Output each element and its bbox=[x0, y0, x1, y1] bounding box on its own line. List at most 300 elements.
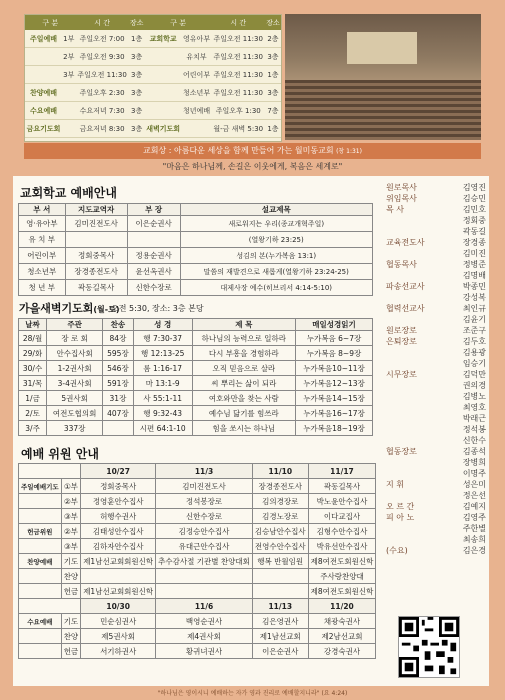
dawn-head: 제 목 bbox=[192, 319, 295, 331]
sched-category: 주일예배 bbox=[25, 30, 62, 48]
dawn-cell: 여전도협의회 bbox=[47, 406, 103, 421]
staff-names: 김예지 bbox=[462, 502, 486, 511]
dawn-head: 날짜 bbox=[19, 319, 47, 331]
duty-date-row bbox=[19, 464, 376, 479]
staff-row bbox=[386, 336, 486, 369]
staff-row bbox=[386, 237, 486, 259]
duty-cell: 정회중목사 bbox=[81, 479, 156, 494]
sched-category bbox=[145, 102, 182, 120]
edu-cell bbox=[65, 232, 127, 248]
duty-cell: 제4권사회 bbox=[156, 629, 253, 644]
duty-cell: 박노윤안수집사 bbox=[308, 494, 376, 509]
sched-place: 3층 bbox=[265, 48, 281, 66]
duty-cell: ②부 bbox=[61, 494, 81, 509]
motto-text: 교회상 : 아름다운 세상을 함께 만들어 가는 월미동교회 bbox=[143, 146, 334, 155]
duty-cell bbox=[19, 509, 62, 524]
staff-role: 은퇴장로 bbox=[386, 337, 417, 346]
dawn-cell: 누가복음12~13장 bbox=[296, 376, 373, 391]
staff-names: 박종민 강성복 bbox=[462, 282, 486, 302]
dawn-cell: 씨 뿌리는 삶이 되라 bbox=[192, 376, 295, 391]
schedule-row bbox=[25, 102, 281, 120]
duty-cell: 제8여전도회원신학 bbox=[308, 584, 376, 599]
dawn-title-tag: (월-토) bbox=[93, 305, 120, 314]
duty-date-blank bbox=[19, 599, 81, 614]
staff-role: 지 휘 bbox=[386, 480, 404, 489]
sched-place: 7층 bbox=[265, 102, 281, 120]
duty-cell: 신한수장로 bbox=[156, 509, 253, 524]
edu-title: 교회학교 예배안내 bbox=[20, 186, 117, 200]
sched-time: 주일오전 7:00 bbox=[76, 30, 129, 48]
dawn-title bbox=[19, 300, 119, 316]
duty-cell: 찬양예배 bbox=[19, 554, 62, 569]
duty-row bbox=[19, 644, 376, 659]
duty-date-row bbox=[19, 599, 376, 614]
staff-row bbox=[386, 369, 486, 446]
motto-ref: (창 1:31) bbox=[336, 148, 362, 155]
dawn-cell: 누가복음10~11장 bbox=[296, 361, 373, 376]
schedule-row bbox=[25, 120, 281, 138]
sched-dept: 청년예배 bbox=[182, 102, 212, 120]
duty-cell: ①부 bbox=[61, 479, 81, 494]
duty-cell bbox=[252, 569, 308, 584]
duty-date: 11/6 bbox=[156, 599, 253, 614]
duty-cell: 헌금위원 bbox=[19, 524, 62, 539]
sched-dept bbox=[182, 120, 212, 138]
edu-cell bbox=[127, 232, 180, 248]
duty-row bbox=[19, 629, 376, 644]
duty-cell: 전영수안수집사 bbox=[252, 539, 308, 554]
duty-cell bbox=[19, 629, 62, 644]
duty-row bbox=[19, 494, 376, 509]
duty-date-blank bbox=[19, 464, 81, 479]
dawn-cell: 2/토 bbox=[19, 406, 47, 421]
sanctuary-photo bbox=[285, 14, 481, 140]
sched-category bbox=[145, 48, 182, 66]
dawn-cell: 5권사회 bbox=[47, 391, 103, 406]
dawn-head: 주관 bbox=[47, 319, 103, 331]
sched-time: 주일오전 9:30 bbox=[76, 48, 129, 66]
dawn-cell: 546장 bbox=[103, 361, 134, 376]
staff-row bbox=[386, 182, 486, 193]
duty-cell: 제8여전도회원신학 bbox=[308, 554, 376, 569]
staff-role: (수요) bbox=[386, 546, 408, 555]
church-motto bbox=[24, 143, 481, 159]
edu-cell: 청소년부 bbox=[19, 264, 66, 280]
duty-date: 10/27 bbox=[81, 464, 156, 479]
worship-schedule bbox=[24, 14, 282, 142]
main-panel bbox=[13, 176, 489, 686]
duty-cell: 제1남선교회 bbox=[252, 629, 308, 644]
edu-cell: 윤선옥권사 bbox=[127, 264, 180, 280]
duty-cell bbox=[252, 584, 308, 599]
duty-cell bbox=[19, 539, 62, 554]
dawn-cell: 3/주 bbox=[19, 421, 47, 436]
duty-row bbox=[19, 584, 376, 599]
sched-head: 구 분 bbox=[145, 15, 212, 30]
sched-dept: 영유아부 bbox=[182, 30, 212, 48]
staff-list bbox=[386, 182, 486, 556]
duty-cell: 제1남선교회회원신학 bbox=[81, 584, 156, 599]
duty-cell: 김은영권사 bbox=[252, 614, 308, 629]
staff-role: 원로장로 bbox=[386, 326, 417, 335]
duty-cell: 황귀녀권사 bbox=[156, 644, 253, 659]
duty-date: 11/20 bbox=[308, 599, 376, 614]
duty-row bbox=[19, 569, 376, 584]
sched-time: 주일오전 11:30 bbox=[76, 66, 129, 84]
duty-cell bbox=[156, 569, 253, 584]
dawn-cell: 시편 64:1-10 bbox=[133, 421, 192, 436]
sched-place: 3층 bbox=[129, 48, 145, 66]
staff-role: 위임목사 bbox=[386, 194, 417, 203]
sched-time: 주일오전 11:30 bbox=[212, 48, 265, 66]
duty-date: 11/13 bbox=[252, 599, 308, 614]
dawn-cell: 84장 bbox=[103, 331, 134, 346]
duty-cell: 이다교집사 bbox=[308, 509, 376, 524]
sched-part bbox=[62, 120, 76, 138]
dawn-row bbox=[19, 346, 373, 361]
staff-row bbox=[386, 512, 486, 545]
dawn-cell: 하나님의 능력으로 일하라 bbox=[192, 331, 295, 346]
sched-time: 주일오전 11:30 bbox=[212, 66, 265, 84]
sched-time: 주일오전 11:30 bbox=[212, 84, 265, 102]
dawn-cell: 31/목 bbox=[19, 376, 47, 391]
staff-role: 협력선교사 bbox=[386, 304, 425, 313]
duty-date: 10/30 bbox=[81, 599, 156, 614]
sched-time: 주일오후 2:30 bbox=[76, 84, 129, 102]
duty-cell: 추수감사절 기관별 찬양대회 bbox=[156, 554, 253, 569]
duty-cell: 제2남선교회 bbox=[308, 629, 376, 644]
duty-cell bbox=[81, 569, 156, 584]
duty-row bbox=[19, 539, 376, 554]
edu-cell: 유 치 부 bbox=[19, 232, 66, 248]
edu-cell: 말씀의 재발견으로 새롭게(열왕기하 23:24-25) bbox=[180, 264, 372, 280]
dawn-table bbox=[18, 318, 373, 436]
dawn-cell: 28/월 bbox=[19, 331, 47, 346]
sched-place: 3층 bbox=[129, 84, 145, 102]
qr-code-icon bbox=[399, 617, 459, 677]
duty-cell: 김하자안수집사 bbox=[81, 539, 156, 554]
duty-cell: 서기하권사 bbox=[81, 644, 156, 659]
duty-cell: 김경노장로 bbox=[252, 509, 308, 524]
sched-place: 3층 bbox=[265, 84, 281, 102]
duty-cell: 찬양 bbox=[61, 629, 81, 644]
dawn-cell: 30/수 bbox=[19, 361, 47, 376]
dawn-cell bbox=[103, 421, 134, 436]
staff-row bbox=[386, 545, 486, 556]
footer-verse: "하나님은 영이시니 예배하는 자가 영과 진리로 예배할지니라" (요 4:24) bbox=[157, 690, 348, 697]
dawn-cell: 누가복음 6~7장 bbox=[296, 331, 373, 346]
dawn-cell: 사 55:1-11 bbox=[133, 391, 192, 406]
staff-role: 시무장로 bbox=[386, 370, 417, 379]
edu-cell: 정용순권사 bbox=[127, 248, 180, 264]
duty-cell: 김승남안수집사 bbox=[252, 524, 308, 539]
staff-role: 교육전도사 bbox=[386, 238, 425, 247]
duty-cell: 유대근안수집사 bbox=[156, 539, 253, 554]
dawn-cell: 591장 bbox=[103, 376, 134, 391]
sched-category bbox=[145, 84, 182, 102]
staff-row bbox=[386, 281, 486, 303]
duty-title: 예배 위원 안내 bbox=[21, 447, 99, 461]
sched-category: 새벽기도회 bbox=[145, 120, 182, 138]
dawn-cell: 다시 부흥을 경험하라 bbox=[192, 346, 295, 361]
dawn-cell: 3-4권사회 bbox=[47, 376, 103, 391]
duty-cell: 기도 bbox=[61, 614, 81, 629]
sched-place: 3층 bbox=[129, 66, 145, 84]
duty-row bbox=[19, 524, 376, 539]
duty-row bbox=[19, 479, 376, 494]
duty-cell: 곽동길목사 bbox=[308, 479, 376, 494]
duty-cell: 백영순권사 bbox=[156, 614, 253, 629]
sched-category: 수요예배 bbox=[25, 102, 62, 120]
duty-cell: 제5권사회 bbox=[81, 629, 156, 644]
duty-cell: 이은순권사 bbox=[252, 644, 308, 659]
edu-cell: 청 년 부 bbox=[19, 280, 66, 296]
schedule-row bbox=[25, 48, 281, 66]
duty-cell: ③부 bbox=[61, 509, 81, 524]
sched-head: 구 분 bbox=[25, 15, 76, 30]
duty-cell: 헌금 bbox=[61, 644, 81, 659]
dawn-row bbox=[19, 391, 373, 406]
schedule-row bbox=[25, 30, 281, 48]
staff-role: 오 르 간 bbox=[386, 502, 415, 511]
church-vision: "마음은 하나님께, 손길은 이웃에게, 복음은 세계로" bbox=[162, 162, 343, 171]
edu-cell: 대제사장 예수(히브리서 4:14-5:10) bbox=[180, 280, 372, 296]
edu-cell: 어린이부 bbox=[19, 248, 66, 264]
dawn-cell: 337장 bbox=[47, 421, 103, 436]
staff-names: 김은경 bbox=[462, 546, 486, 555]
duty-cell: 김형수안수집사 bbox=[308, 524, 376, 539]
duty-cell bbox=[19, 644, 62, 659]
edu-head: 부 서 bbox=[19, 204, 66, 216]
qr-code[interactable] bbox=[398, 616, 460, 678]
sched-place: 3층 bbox=[129, 102, 145, 120]
duty-cell: 주일예배기도 bbox=[19, 479, 62, 494]
staff-names: 최인규 김윤기 bbox=[462, 304, 486, 324]
duty-cell bbox=[19, 494, 62, 509]
dawn-cell: 행 9:32-43 bbox=[133, 406, 192, 421]
sched-place: 3층 bbox=[129, 120, 145, 138]
duty-cell: 박유선안수집사 bbox=[308, 539, 376, 554]
sched-part bbox=[62, 84, 76, 102]
dawn-row bbox=[19, 376, 373, 391]
dawn-head: 성 경 bbox=[133, 319, 192, 331]
staff-row bbox=[386, 446, 486, 479]
staff-names: 김종석 장병희 이명주 bbox=[462, 447, 486, 478]
sched-time: 수요저녁 7:30 bbox=[76, 102, 129, 120]
duty-cell: 김태성안수집사 bbox=[81, 524, 156, 539]
dawn-cell: 롬 1:16-17 bbox=[133, 361, 192, 376]
edu-row bbox=[19, 232, 373, 248]
duty-cell: 기도 bbox=[61, 554, 81, 569]
dawn-cell: 힘을 쏘시는 하나님 bbox=[192, 421, 295, 436]
staff-names: 김승민 bbox=[462, 194, 486, 203]
staff-role: 협동장로 bbox=[386, 447, 417, 456]
dawn-cell: 안수집사회 bbox=[47, 346, 103, 361]
edu-row bbox=[19, 264, 373, 280]
dawn-cell: 오직 믿음으로 살라 bbox=[192, 361, 295, 376]
dawn-cell: 1/금 bbox=[19, 391, 47, 406]
sched-part: 2부 bbox=[62, 48, 76, 66]
sched-dept: 청소년부 bbox=[182, 84, 212, 102]
edu-head: 설교제목 bbox=[180, 204, 372, 216]
duty-cell: 제1남선교회회원신학 bbox=[81, 554, 156, 569]
sched-dept: 유치부 bbox=[182, 48, 212, 66]
duty-row bbox=[19, 509, 376, 524]
edu-row bbox=[19, 248, 373, 264]
sched-category bbox=[25, 48, 62, 66]
edu-cell: 곽동길목사 bbox=[65, 280, 127, 296]
duty-cell: 수요예배 bbox=[19, 614, 62, 629]
dawn-cell: 1-2권사회 bbox=[47, 361, 103, 376]
sched-time: 금요저녁 8:30 bbox=[76, 120, 129, 138]
duty-cell: 주사랑찬양대 bbox=[308, 569, 376, 584]
duty-cell: 민순심권사 bbox=[81, 614, 156, 629]
dawn-row bbox=[19, 406, 373, 421]
staff-row bbox=[386, 193, 486, 204]
staff-names: 김영주 주한별 최송희 bbox=[462, 513, 486, 544]
duty-cell bbox=[156, 584, 253, 599]
schedule-row bbox=[25, 84, 281, 102]
dawn-row bbox=[19, 331, 373, 346]
duty-row bbox=[19, 614, 376, 629]
stage-screen bbox=[347, 32, 417, 64]
duty-cell: 헌금 bbox=[61, 584, 81, 599]
dawn-cell: 누가복음 8~9장 bbox=[296, 346, 373, 361]
sched-category bbox=[25, 66, 62, 84]
edu-cell: 정회중목사 bbox=[65, 248, 127, 264]
sched-category: 교회학교 bbox=[145, 30, 182, 48]
sched-place: 1층 bbox=[265, 66, 281, 84]
sched-part: 3부 bbox=[62, 66, 76, 84]
duty-date: 11/17 bbox=[308, 464, 376, 479]
dawn-cell: 29/화 bbox=[19, 346, 47, 361]
dawn-row bbox=[19, 421, 373, 436]
dawn-cell: 행 12:13-25 bbox=[133, 346, 192, 361]
staff-names: 장경종 김미진 bbox=[462, 238, 486, 258]
dawn-title-text: 가을새벽기도회 bbox=[19, 302, 94, 315]
duty-cell: 강경숙권사 bbox=[308, 644, 376, 659]
dawn-cell: 누가복음14~15장 bbox=[296, 391, 373, 406]
edu-row bbox=[19, 216, 373, 232]
staff-names: 김덕만 권의경 김병노 최영호 박래근 정석봉 신한수 bbox=[462, 370, 486, 445]
dawn-cell: 407장 bbox=[103, 406, 134, 421]
edu-cell: (열왕기하 23:25) bbox=[180, 232, 372, 248]
staff-names: 성은미 정은선 bbox=[462, 480, 486, 500]
dawn-cell: 595장 bbox=[103, 346, 134, 361]
duty-table bbox=[18, 463, 376, 659]
duty-row bbox=[19, 554, 376, 569]
duty-cell: 김미진전도사 bbox=[156, 479, 253, 494]
staff-row bbox=[386, 501, 486, 512]
dawn-cell: 누가복음16~17장 bbox=[296, 406, 373, 421]
staff-role: 원로목사 bbox=[386, 183, 417, 192]
edu-cell: 영·유아부 bbox=[19, 216, 66, 232]
dawn-cell: 행 7:30-37 bbox=[133, 331, 192, 346]
edu-table bbox=[18, 203, 373, 296]
edu-row bbox=[19, 280, 373, 296]
dawn-cell: 31장 bbox=[103, 391, 134, 406]
duty-cell: ③부 bbox=[61, 539, 81, 554]
duty-cell: 장경종전도사 bbox=[252, 479, 308, 494]
staff-names: 김민호 정회중 곽동길 bbox=[462, 205, 486, 236]
staff-names: 김영진 bbox=[462, 183, 486, 192]
sched-head: 장소 bbox=[265, 15, 281, 30]
duty-cell: 허행수권사 bbox=[81, 509, 156, 524]
duty-date: 11/10 bbox=[252, 464, 308, 479]
dawn-cell: 예수님 닮기를 힘쓰라 bbox=[192, 406, 295, 421]
sched-place: 1층 bbox=[265, 120, 281, 138]
sched-head: 시 간 bbox=[212, 15, 265, 30]
duty-cell bbox=[19, 584, 62, 599]
edu-cell: 이은순권사 bbox=[127, 216, 180, 232]
staff-role: 파송선교사 bbox=[386, 282, 425, 291]
duty-cell: 정영훈안수집사 bbox=[81, 494, 156, 509]
sched-place: 2층 bbox=[265, 30, 281, 48]
sched-dept: 어린이부 bbox=[182, 66, 212, 84]
staff-role: 피 아 노 bbox=[386, 513, 415, 522]
edu-cell: 성김의 본(누가복음 13:1) bbox=[180, 248, 372, 264]
duty-cell: ②부 bbox=[61, 524, 81, 539]
dawn-cell: 장 로 회 bbox=[47, 331, 103, 346]
dawn-head: 찬송 bbox=[103, 319, 134, 331]
sched-category: 금요기도회 bbox=[25, 120, 62, 138]
staff-row bbox=[386, 303, 486, 325]
sched-part: 1부 bbox=[62, 30, 76, 48]
sched-time: 주일오후 1:30 bbox=[212, 102, 265, 120]
dawn-head: 매일성경읽기 bbox=[296, 319, 373, 331]
staff-names: 조준구 bbox=[462, 326, 486, 335]
dawn-cell: 여호와만을 찾는 사람 bbox=[192, 391, 295, 406]
duty-cell: 찬양 bbox=[61, 569, 81, 584]
sched-head: 시 간 bbox=[76, 15, 129, 30]
staff-role: 목 사 bbox=[386, 205, 404, 214]
sched-time: 주일오전 11:30 bbox=[212, 30, 265, 48]
sched-time: 월-금 새벽 5:30 bbox=[212, 120, 265, 138]
edu-head: 지도교역자 bbox=[65, 204, 127, 216]
sched-category bbox=[145, 66, 182, 84]
staff-row bbox=[386, 259, 486, 281]
duty-cell: 정석봉장로 bbox=[156, 494, 253, 509]
staff-row bbox=[386, 325, 486, 336]
duty-date: 11/3 bbox=[156, 464, 253, 479]
duty-cell bbox=[19, 569, 62, 584]
staff-role: 협동목사 bbox=[386, 260, 417, 269]
sched-place: 1층 bbox=[129, 30, 145, 48]
duty-cell: 채광숙권사 bbox=[308, 614, 376, 629]
staff-names: 정병준 김명배 bbox=[462, 260, 486, 280]
staff-row bbox=[386, 204, 486, 237]
edu-cell: 장경종전도사 bbox=[65, 264, 127, 280]
dawn-cell: 마 13:1-9 bbox=[133, 376, 192, 391]
dawn-row bbox=[19, 361, 373, 376]
duty-cell: 김의경장로 bbox=[252, 494, 308, 509]
sched-part bbox=[62, 102, 76, 120]
staff-row bbox=[386, 479, 486, 501]
duty-cell: 행복 반월임원 bbox=[252, 554, 308, 569]
staff-names: 김두호 김용광 임승기 bbox=[462, 337, 486, 368]
edu-head: 부 장 bbox=[127, 204, 180, 216]
schedule-row bbox=[25, 66, 281, 84]
dawn-cell: 누가복음18~19장 bbox=[296, 421, 373, 436]
sched-head: 장소 bbox=[129, 15, 145, 30]
edu-cell: 신한수장로 bbox=[127, 280, 180, 296]
duty-cell: 김정승안수집사 bbox=[156, 524, 253, 539]
dawn-subtitle: 오전 5:30, 장소: 3층 본당 bbox=[111, 304, 204, 313]
pews bbox=[285, 80, 481, 140]
edu-cell: 김미진전도사 bbox=[65, 216, 127, 232]
sched-category: 찬양예배 bbox=[25, 84, 62, 102]
edu-cell: 새로워지는 우리(종교개혁주일) bbox=[180, 216, 372, 232]
